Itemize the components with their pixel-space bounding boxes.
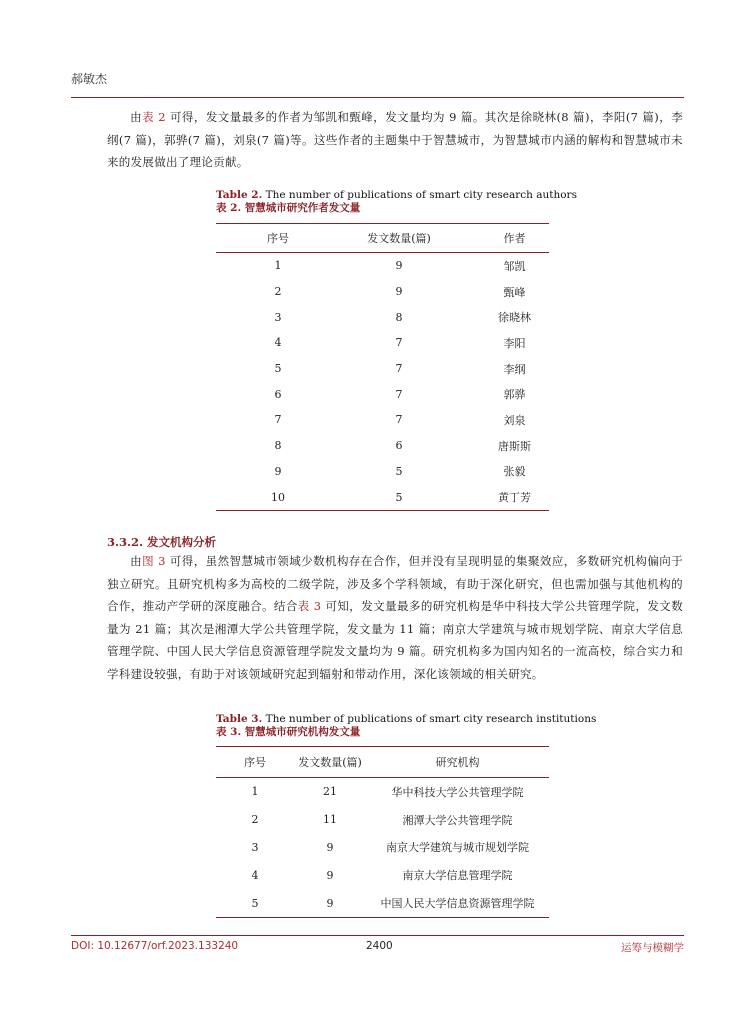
table-cell: 华中科技大学公共管理学院 [391, 785, 524, 799]
table-cell: 刘泉 [503, 413, 526, 427]
paragraph-institution-analysis [107, 550, 683, 685]
table-cell: 邹凯 [503, 259, 526, 273]
table-cell: 南京大学建筑与城市规划学院 [386, 841, 529, 855]
table-row [216, 778, 549, 806]
column-header: 研究机构 [435, 756, 480, 769]
table-cell: 5 [395, 464, 403, 478]
footer-journal-name: 运筹与模糊学 [621, 942, 684, 954]
table-bottom-rule [216, 917, 549, 918]
table-row [216, 484, 549, 510]
table-cell: 9 [326, 896, 334, 910]
column-header: 作者 [503, 232, 526, 245]
running-header-author: 郝敏杰 [71, 72, 108, 86]
table-row [216, 433, 549, 459]
table-cell: 7 [274, 413, 282, 427]
table2-caption-zh [216, 202, 577, 215]
table-cell: 7 [395, 387, 403, 401]
table2-caption [216, 189, 577, 215]
table-header-row [216, 747, 549, 777]
table-cell: 5 [395, 490, 403, 504]
table-cell: 1 [251, 785, 259, 799]
table-cell: 4 [251, 868, 259, 882]
table-cell: 甄峰 [503, 285, 526, 299]
table-cell: 中国人民大学信息资源管理学院 [380, 897, 535, 911]
table-row [216, 253, 549, 279]
table3-caption-zh [216, 726, 596, 739]
table-row [216, 861, 549, 889]
table-header-row [216, 224, 549, 252]
table-cell: 李纲 [503, 362, 526, 376]
table-row [216, 889, 549, 917]
table-cell: 南京大学信息管理学院 [402, 869, 513, 883]
header-rule [71, 97, 684, 98]
table-cell: 6 [395, 439, 403, 453]
table-row [216, 459, 549, 485]
table-cell: 1 [274, 259, 282, 273]
table3-label-en: Table 3. [216, 713, 263, 725]
table3-caption-en [216, 713, 596, 726]
figure3-reference-link[interactable]: 图 3 [142, 554, 166, 568]
table-cell: 2 [251, 813, 259, 827]
table-cell: 张毅 [503, 465, 526, 479]
paragraph-text: 由 [130, 554, 143, 568]
table2-title-en: The number of publications of smart city research authors [262, 189, 577, 201]
table-cell: 11 [323, 813, 337, 827]
table-cell: 7 [395, 362, 403, 376]
table-cell: 徐晓林 [498, 311, 531, 325]
table2-reference-link[interactable]: 表 2 [142, 110, 166, 124]
paragraph-text: 可得，发文量最多的作者为邹凯和甄峰，发文量均为 9 篇。其次是徐晓林(8 篇)，李阳(7 篇)，李纲(7 篇)，郭骅(7 篇)，刘泉(7 篇)等。这些作者的主题集中于智慧城市，为智慧城市内涵的解构和智慧城市未来的发展做出了理论贡献。 [107, 110, 684, 169]
table-cell: 10 [271, 490, 285, 504]
paragraph-text: 可知，发文量最多的研究机构是华中科技大学公共管理学院，发文数量为 21 篇；其次是湘潭大学公共管理学院，发文量为 11 篇；南京大学建筑与城市规划学院、南京大学信息管理学院、中国人民大学信息资源管理学院发文量均为 9 篇。研究机构多为国内知名的一流高校，综合实力和学科建设较强，有助于对该领域研究起到辐射和带动作用，深化该领域的相关研究。 [107, 599, 684, 681]
table3-reference-link[interactable]: 表 3 [297, 599, 322, 613]
table2-label-en: Table 2. [216, 189, 263, 201]
table-cell: 4 [274, 336, 282, 350]
table-cell: 5 [274, 362, 282, 376]
column-header: 发文数量(篇) [298, 756, 362, 769]
table-cell: 唐斯斯 [498, 439, 531, 453]
table3-title-zh: 智慧城市研究机构发文量 [241, 726, 361, 738]
column-header: 发文数量(篇) [367, 232, 431, 245]
table-cell: 7 [395, 336, 403, 350]
table-cell: 9 [274, 464, 282, 478]
table-cell: 黄丁芳 [498, 491, 531, 505]
table3-institutions [216, 746, 549, 918]
table-cell: 3 [251, 840, 259, 854]
table-cell: 6 [274, 387, 282, 401]
table-cell: 8 [274, 439, 282, 453]
table-cell: 21 [323, 785, 337, 799]
footer-rule [71, 935, 684, 936]
table3-caption [216, 713, 596, 739]
table-cell: 9 [395, 285, 403, 299]
column-header: 序号 [267, 232, 289, 245]
table-row [216, 304, 549, 330]
table-bottom-rule [216, 510, 549, 511]
paragraph-text: 可得，虽然智慧城市领域少数机构存在合作，但并没有呈现明显的集聚效应，多数研究机构偏向于独立研究。且研究机构多为高校的二级学院，涉及多个学科领域，有助于深化研究，但也需加强与其他机构的合作，推动产学研的深度融合。结合 [107, 554, 683, 613]
table-row [216, 407, 549, 433]
paragraph-text: 由 [130, 110, 143, 124]
table-cell: 5 [251, 896, 259, 910]
section-heading: 3.3.2. 发文机构分析 [107, 535, 217, 549]
table-cell: 李阳 [503, 336, 526, 350]
table-cell: 7 [395, 413, 403, 427]
column-header: 序号 [244, 756, 266, 769]
paragraph-table2-summary [107, 106, 683, 174]
table3-label-zh: 表 3. [216, 726, 242, 738]
table-row [216, 279, 549, 305]
table-cell: 2 [274, 285, 282, 299]
table-row [216, 834, 549, 862]
table-cell: 3 [274, 310, 282, 324]
table-cell: 9 [326, 868, 334, 882]
table-cell: 8 [395, 310, 403, 324]
table2-authors [216, 223, 549, 511]
table-cell: 9 [395, 259, 403, 273]
table2-caption-en [216, 189, 577, 202]
table2-title-zh: 智慧城市研究作者发文量 [241, 202, 361, 214]
footer-page-number: 2400 [366, 940, 393, 952]
table-cell: 郭骅 [503, 388, 526, 402]
table3-title-en: The number of publications of smart city research institutions [262, 713, 597, 725]
footer-doi: DOI: 10.12677/orf.2023.133240 [71, 940, 239, 952]
table-row [216, 356, 549, 382]
table-row [216, 806, 549, 834]
table-row [216, 330, 549, 356]
table-cell: 9 [326, 840, 334, 854]
table2-label-zh: 表 2. [216, 202, 242, 214]
table-row [216, 381, 549, 407]
table-cell: 湘潭大学公共管理学院 [402, 813, 513, 827]
